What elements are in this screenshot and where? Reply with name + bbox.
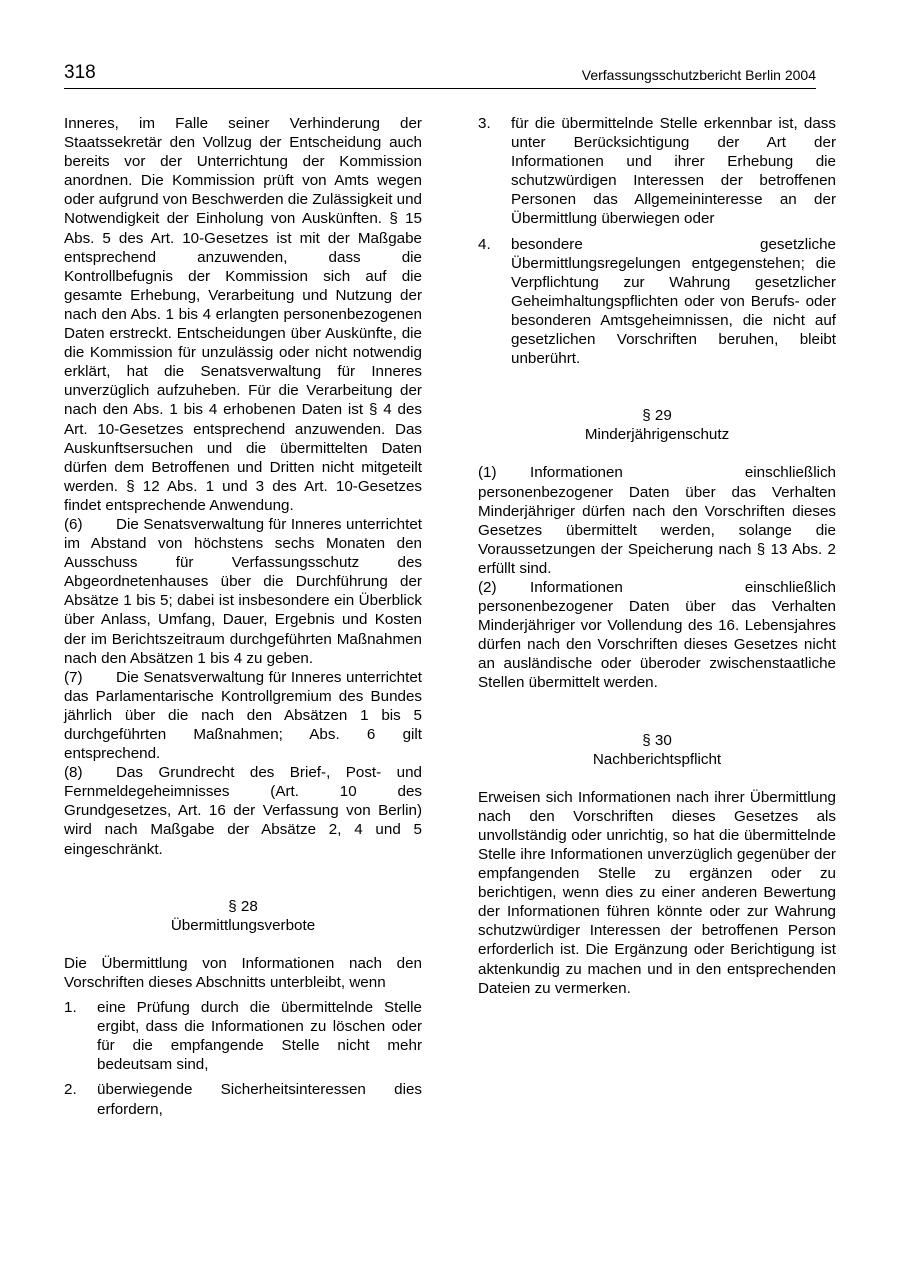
left-column <box>64 114 422 1119</box>
section-29-paragraph-2 <box>478 578 836 693</box>
section-30-number: § 30 <box>642 731 672 749</box>
list-item <box>478 114 836 229</box>
running-title: Verfassungsschutzbericht Berlin 2004 <box>581 67 816 83</box>
list-item <box>64 998 422 1074</box>
paragraph-6 <box>64 515 422 668</box>
paragraph-label: (7) <box>64 668 83 686</box>
list-item <box>64 1080 422 1118</box>
list-item-text: eine Prüfung durch die übermittelnde Stelle ergibt, dass die Informationen zu löschen oder für die empfangende Stelle nicht mehr bedeutsam sind, <box>97 999 422 1074</box>
paragraph-label: (2) <box>478 578 497 596</box>
spacer <box>478 368 836 406</box>
paragraph-text: Informationen einschließlich personenbezogener Daten über das Verhalten Minderjähriger dürfen nach den Vorschriften dieses Gesetzes übermittelt werden, solange die Voraussetzungen der Speicherung nach § 13 Abs. 2 erfüllt sind. <box>478 464 836 577</box>
right-column <box>478 114 836 998</box>
list-item-text: besondere gesetzliche Übermittlungsregelungen entgegenstehen; die Verpflichtung zur Wahrung gesetzlicher Geheimhaltungspflichten oder von Berufs- oder besonderen Amtsgeheimnissen, die nicht auf gesetzlichen Vorschriften beruhen, bleibt unberührt. <box>511 235 836 368</box>
paragraph-8 <box>64 763 422 858</box>
page-header <box>64 60 816 89</box>
section-30-text: Erweisen sich Informationen nach ihrer Übermittlung nach den Vorschriften dieses Gesetzes als unvollständig oder unrichtig, so hat die übermittelnde Stelle ihre Informationen unverzüglich gegenüber der empfangenden Stelle zu ergänzen oder zu berichtigen, wenn dies zu einer anderen Bewertung der Informationen führen könnte oder zur Wahrung schutzwürdiger Interessen der betroffenen Person erforderlich ist. Die Ergänzung oder Berichtigung ist aktenkundig zu machen und in den entsprechenden Dateien zu vermerken. <box>478 788 836 997</box>
paragraph-continuation: Inneres, im Falle seiner Verhinderung der Staatssekretär den Vollzug der Entscheidung auch bereits vor der Unterrichtung der Kommission anordnen. Die Kommission prüft von Amts wegen oder aufgrund von Beschwerden die Zulässigkeit und Notwendigkeit der Einholung von Auskünften. § 15 Abs. 5 des Art. 10-Gesetzes ist mit der Maßgabe entsprechend anzuwenden, dass die Kontrollbefugnis der Kommission sich auf die gesamte Erhebung, Verarbeitung und Nutzung der nach den Abs. 1 bis 4 erlangten personenbezogenen Daten erstreckt. Entscheidungen über Auskünfte, die die Kommission für unzulässig oder nicht notwendig erklärt, hat die Senatsverwaltung für Inneres unverzüglich aufzuheben. Für die Verarbeitung der nach den Abs. 1 bis 4 erhobenen Daten ist § 4 des Art. 10-Gesetzes entsprechend anzuwenden. Das Auskunftsersuchen und die übermittelten Daten dürfen dem Betroffenen und Dritten nicht mitgeteilt werden. § 12 Abs. 1 und 3 des Art. 10-Gesetzes findet entsprechende Anwendung. <box>64 115 422 514</box>
paragraph-text: Die Senatsverwaltung für Inneres unterrichtet im Abstand von höchstens sechs Monaten den Ausschuss für Verfassungsschutz des Abgeordnetenhauses über die Durchführung der Absätze 1 bis 5; dabei ist insbesondere ein Überblick über Anlass, Umfang, Dauer, Ergebnis und Kosten der im Berichtszeitraum durchgeführten Maßnahmen nach den Absätzen 1 bis 4 zu geben. <box>64 515 422 667</box>
spacer <box>478 444 836 463</box>
list-item-number: 4. <box>478 235 491 253</box>
spacer <box>64 935 422 954</box>
paragraph-text: Die Senatsverwaltung für Inneres unterrichtet das Parlamentarische Kontrollgremium des Bundes jährlich über die nach den Absätzen 1 bis 5 durchgeführten Maßnahmen; Abs. 6 gilt entsprechend. <box>64 668 422 763</box>
spacer <box>478 769 836 788</box>
list-item <box>478 235 836 369</box>
spacer <box>64 859 422 897</box>
list-item-number: 3. <box>478 115 491 132</box>
paragraph-label: (8) <box>64 764 83 782</box>
paragraph-7 <box>64 668 422 763</box>
section-28-title: Übermittlungsverbote <box>170 916 316 934</box>
list-item-text: für die übermittelnde Stelle erkennbar ist, dass unter Berücksichtigung der Art der Informationen und ihrer Erhebung die schutzwürdigen Interessen der betroffenen Personen das Allgemeininteresse an der Übermittlung überwiegen oder <box>511 115 836 228</box>
section-29-paragraph-1 <box>478 463 836 578</box>
list-item-text: überwiegende Sicherheitsinteressen dies erfordern, <box>97 1081 422 1118</box>
section-29-title: Minderjährigenschutz <box>584 426 730 444</box>
page-number: 318 <box>64 62 96 83</box>
paragraph-text: Das Grundrecht des Brief-, Post- und Fernmeldegeheimnisses (Art. 10 des Grundgesetzes, Art. 16 der Verfassung von Berlin) wird nach Maßgabe der Absätze 2, 4 und 5 eingeschränkt. <box>64 764 422 858</box>
spacer <box>478 693 836 731</box>
section-30-title: Nachberichtspflicht <box>592 750 722 768</box>
section-28-number: § 28 <box>228 897 258 915</box>
paragraph-text: Informationen einschließlich personenbezogener Daten über das Verhalten Minderjähriger vor Vollendung des 16. Lebensjahres dürfen nach den Vorschriften dieses Gesetzes nicht an ausländische oder überoder zwischenstaatliche Stellen übermittelt werden. <box>478 578 836 692</box>
list-item-number: 2. <box>64 1081 77 1099</box>
paragraph-label: (6) <box>64 515 83 533</box>
section-29-number: § 29 <box>642 407 672 425</box>
section-28-intro: Die Übermittlung von Informationen nach den Vorschriften dieses Abschnitts unterbleibt, wenn <box>64 954 422 991</box>
paragraph-label: (1) <box>478 464 497 482</box>
list-item-number: 1. <box>64 999 77 1017</box>
